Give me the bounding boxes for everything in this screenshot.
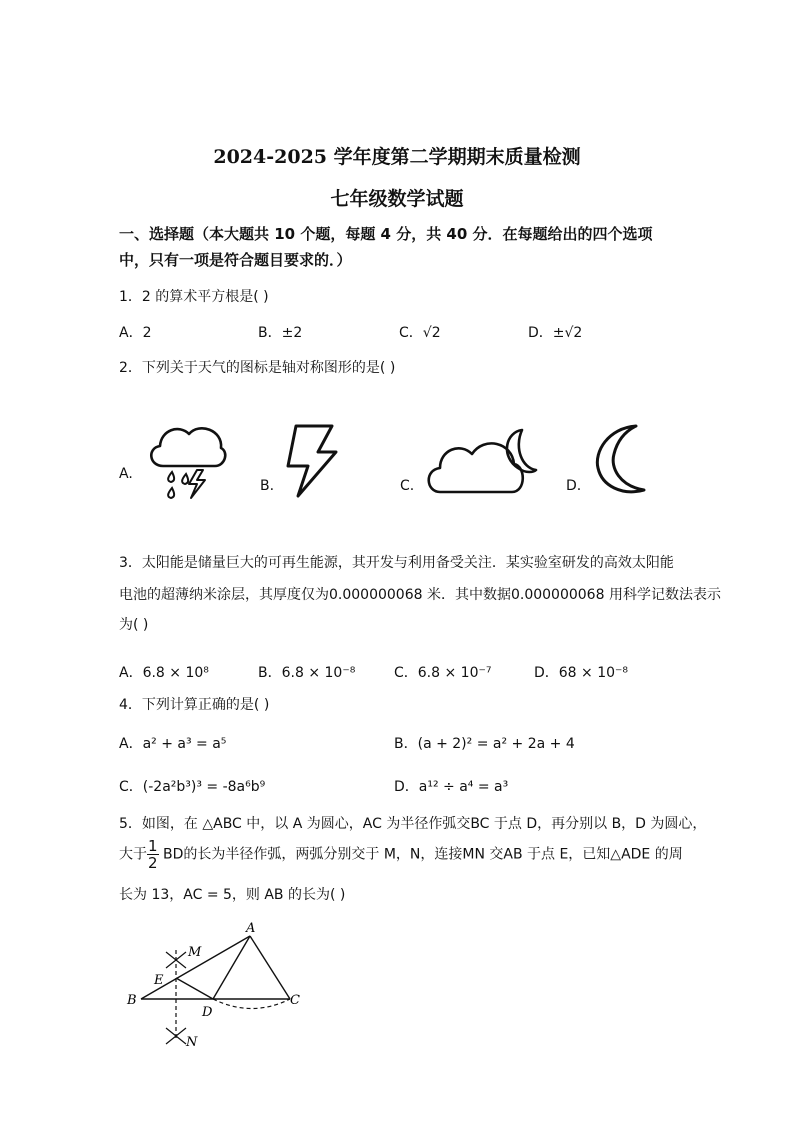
- q2-label-d: D.: [566, 478, 582, 494]
- label-c: C: [290, 993, 300, 1008]
- q1-stem: 1．2 的算术平方根是( ): [119, 289, 269, 305]
- exam-subtitle: 七年级数学试题: [330, 188, 464, 210]
- arc-dc: [213, 999, 290, 1009]
- fraction-denominator: 2: [148, 854, 158, 872]
- q3-option-b: B．6.8 × 10⁻⁸: [258, 665, 356, 681]
- crescent-moon-icon: [594, 424, 654, 496]
- q3-option-c: C．6.8 × 10⁻⁷: [394, 665, 492, 681]
- lightning-icon: [284, 424, 344, 498]
- q5-line2: [119, 838, 683, 871]
- label-a: A: [246, 921, 256, 936]
- q1-option-b: B．±2: [258, 325, 303, 341]
- q4-option-b: B．(a + 2)² = a² + 2a + 4: [394, 736, 575, 752]
- q4-option-a: A．a² + a³ = a⁵: [119, 736, 227, 752]
- q4-stem: 4．下列计算正确的是( ): [119, 697, 270, 713]
- q2-stem: 2．下列关于天气的图标是轴对称图形的是( ): [119, 360, 396, 376]
- q3-option-a: A．6.8 × 10⁸: [119, 665, 209, 681]
- cloud-rain-lightning-icon: [143, 420, 225, 500]
- label-n: N: [186, 1035, 198, 1050]
- label-b: B: [127, 993, 137, 1008]
- segment-ad: [213, 936, 250, 999]
- one-half-fraction: [147, 838, 159, 871]
- q5-line2-post: BD的长为半径作弧，两弧分别交于 M，N，连接MN 交AB 于点 E，已知△ADE 的周: [158, 846, 683, 863]
- fraction-numerator: 1: [148, 837, 158, 855]
- q3-line2: 电池的超薄纳米涂层，其厚度仅为0.000000068 米．其中数据0.000000068 用科学记数法表示: [119, 587, 721, 603]
- q5-line3: 长为 13，AC = 5，则 AB 的长为( ): [119, 887, 346, 903]
- q2-label-a: A.: [119, 466, 133, 482]
- section-heading-line1: 一、选择题（本大题共 10 个题，每题 4 分，共 40 分．在每题给出的四个选项: [119, 225, 653, 243]
- section-heading-line2: 中，只有一项是符合题目要求的．）: [119, 251, 352, 269]
- segment-ed: [176, 978, 213, 999]
- label-d: D: [202, 1005, 213, 1020]
- q1-option-c: C．√2: [399, 325, 441, 341]
- q3-line1: 3．太阳能是储量巨大的可再生能源，其开发与利用备受关注．某实验室研发的高效太阳能: [119, 555, 674, 571]
- triangle-construction-figure: [120, 920, 320, 1060]
- segment-ac: [250, 936, 290, 999]
- q1-option-d: D．±√2: [528, 325, 583, 341]
- q5-line1: 5．如图，在 △ABC 中，以 A 为圆心，AC 为半径作弧交BC 于点 D，再分别以 B，D 为圆心，: [119, 816, 707, 832]
- q4-option-c: C．(-2a²b³)³ = -8a⁶b⁹: [119, 779, 266, 795]
- exam-title: 2024-2025 学年度第二学期期末质量检测: [213, 146, 581, 168]
- q3-option-d: D．68 × 10⁻⁸: [534, 665, 629, 681]
- q2-label-b: B.: [260, 478, 275, 494]
- label-e: E: [154, 973, 164, 988]
- label-m: M: [188, 945, 202, 960]
- cloud-moon-icon: [426, 424, 538, 496]
- q2-label-c: C.: [400, 478, 415, 494]
- q1-option-a: A．2: [119, 325, 152, 341]
- q5-line2-pre: 大于: [119, 846, 147, 863]
- q4-option-d: D．a¹² ÷ a⁴ = a³: [394, 779, 509, 795]
- q3-line3: 为( ): [119, 617, 149, 633]
